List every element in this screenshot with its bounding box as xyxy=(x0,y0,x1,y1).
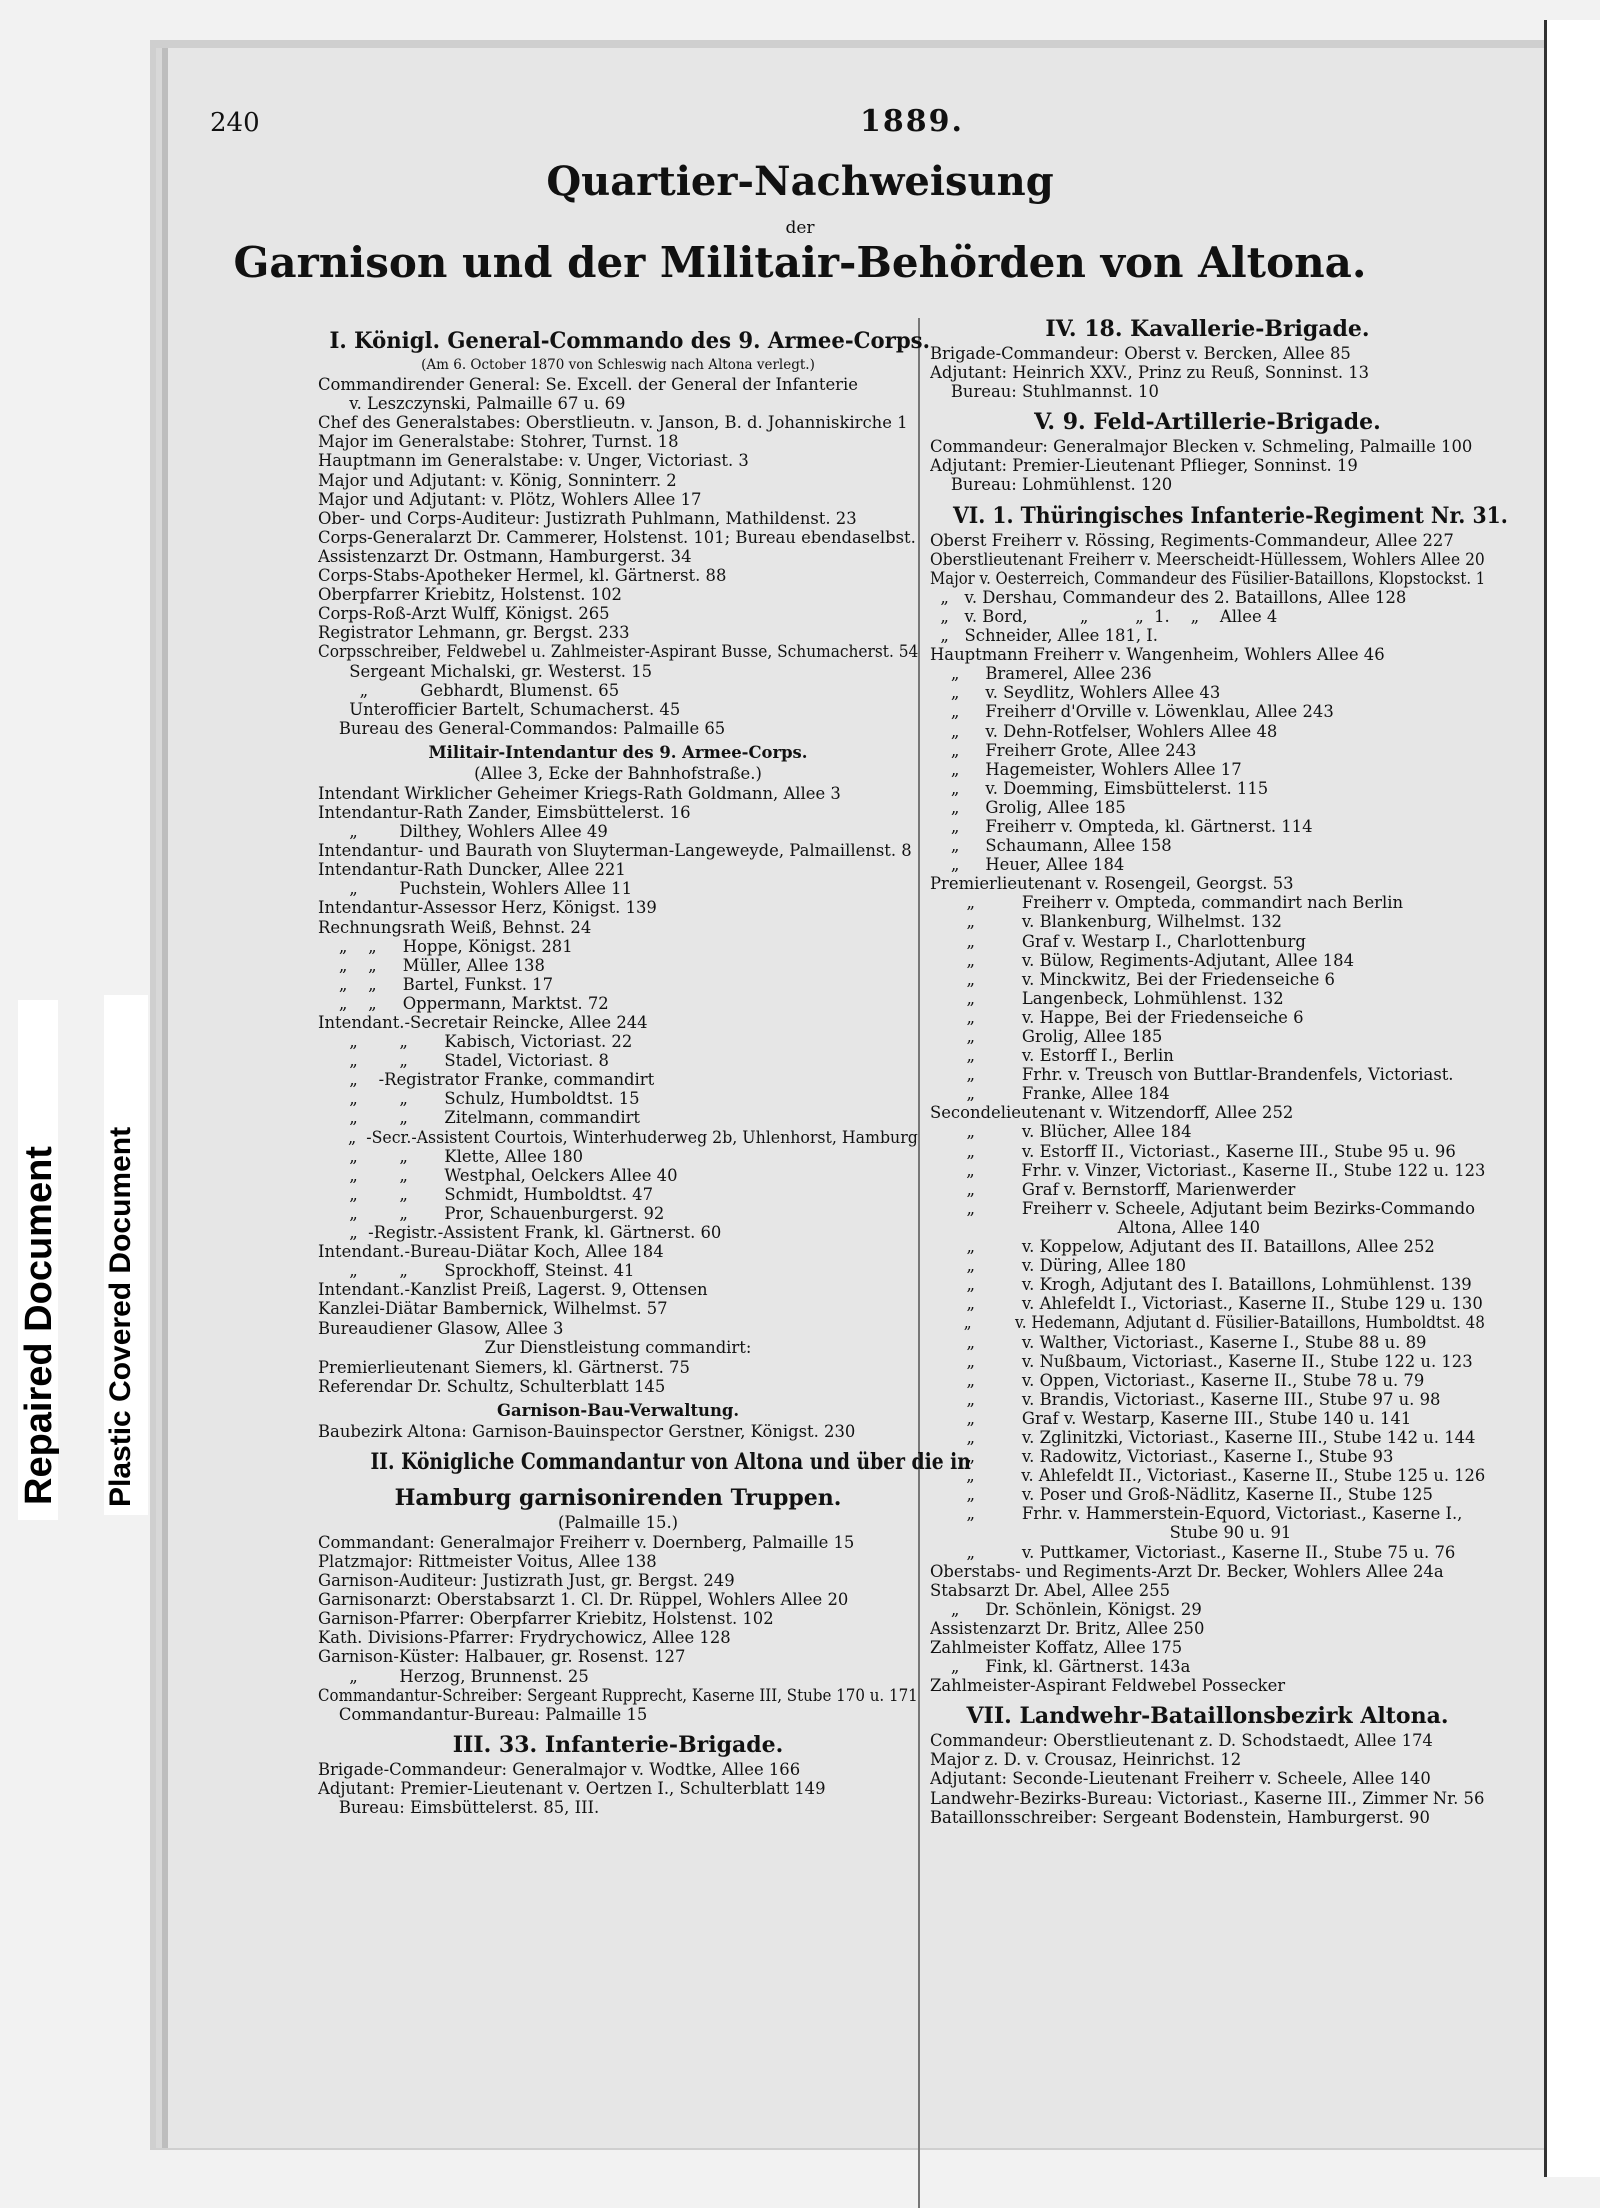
subsection-heading: Garnison-Bau-Verwaltung. xyxy=(496,1400,740,1420)
note-line: (Am 6. October 1870 von Schleswig nach Altona verlegt.) xyxy=(421,357,815,373)
entry-line: Oberst Freiherr v. Rössing, Regiments-Commandeur, Allee 227 xyxy=(930,530,1454,550)
entry-line: „ v. Ahlefeldt I., Victoriast., Kaserne II., Stube 129 u. 130 xyxy=(930,1294,1483,1314)
entry-line: Assistenzarzt Dr. Ostmann, Hamburgerst. 34 xyxy=(318,546,692,566)
entry-line: Bureau des General-Commandos: Palmaille 65 xyxy=(318,718,726,738)
entry-line: „ Schneider, Allee 181, I. xyxy=(930,626,1158,646)
entry-line: „ „ Bartel, Funkst. 17 xyxy=(318,974,554,994)
entry-line: Zahlmeister Koffatz, Allee 175 xyxy=(930,1638,1183,1657)
entry-line: Brigade-Commandeur: Oberst v. Bercken, Allee 85 xyxy=(930,344,1351,363)
entry-line: Rechnungsrath Weiß, Behnst. 24 xyxy=(318,917,592,937)
entry-line: Garnison-Pfarrer: Oberpfarrer Kriebitz, Holstenst. 102 xyxy=(318,1609,774,1629)
entry-line: Referendar Dr. Schultz, Schulterblatt 145 xyxy=(318,1376,666,1396)
entry-line: „ „ Müller, Allee 138 xyxy=(318,955,545,975)
entry-line: Corps-Roß-Arzt Wulff, Königst. 265 xyxy=(318,604,610,624)
entry-line: Adjutant: Heinrich XXV., Prinz zu Reuß, Sonninst. 13 xyxy=(930,363,1370,383)
entry-line: Major v. Oesterreich, Commandeur des Füsilier-Bataillons, Klopstockst. 1 xyxy=(930,568,1485,588)
entry-line: „ Graf v. Westarp, Kaserne III., Stube 140 u. 141 xyxy=(930,1408,1412,1428)
plastic-covered-text: Plastic Covered Document xyxy=(104,1126,137,1507)
section-heading: IV. 18. Kavallerie-Brigade. xyxy=(1045,316,1370,342)
entry-line: „ „ Klette, Allee 180 xyxy=(318,1146,584,1166)
entry-line: „ v. Hedemann, Adjutant d. Füsilier-Bataillons, Humboldtst. 48 xyxy=(930,1313,1485,1333)
entry-line: „ „ Hoppe, Königst. 281 xyxy=(318,936,573,956)
plastic-covered-label xyxy=(104,995,148,1515)
title-connector: der xyxy=(785,218,815,238)
entry-line: Assistenzarzt Dr. Britz, Allee 250 xyxy=(930,1618,1205,1638)
entry-line: „ Gebhardt, Blumenst. 65 xyxy=(318,680,620,700)
entry-line: Premierlieutenant v. Rosengeil, Georgst. 53 xyxy=(930,874,1294,894)
entry-line: „ „ Schmidt, Humboldtst. 47 xyxy=(318,1184,653,1204)
entry-line: „ „ Schulz, Humboldtst. 15 xyxy=(318,1089,640,1109)
entry-line: „ Bramerel, Allee 236 xyxy=(930,664,1152,684)
entry-line: Corps-Stabs-Apotheker Hermel, kl. Gärtnerst. 88 xyxy=(318,566,727,586)
entry-line: Hauptmann Freiherr v. Wangenheim, Wohlers Allee 46 xyxy=(930,645,1385,665)
entry-line: „ v. Düring, Allee 180 xyxy=(930,1256,1187,1276)
entry-line: „ Frhr. v. Hammerstein-Equord, Victoriast., Kaserne I., xyxy=(930,1504,1463,1524)
entry-line: „ Dr. Schönlein, Königst. 29 xyxy=(930,1599,1202,1619)
page-number: 240 xyxy=(210,108,260,138)
entry-line: „ „ Kabisch, Victoriast. 22 xyxy=(318,1032,633,1052)
entry-line: Intendantur-Rath Zander, Eimsbüttelerst. 16 xyxy=(318,802,691,822)
entry-line: „ Freiherr v. Scheele, Adjutant beim Bezirks-Commando xyxy=(930,1198,1475,1218)
entry-line: Intendantur-Rath Duncker, Allee 221 xyxy=(318,860,626,880)
column-divider xyxy=(918,318,920,2208)
entry-line: Intendant.-Bureau-Diätar Koch, Allee 184 xyxy=(318,1242,664,1262)
entry-line: „ Freiherr v. Ompteda, kl. Gärtnerst. 114 xyxy=(930,816,1313,836)
entry-line: Landwehr-Bezirks-Bureau: Victoriast., Kaserne III., Zimmer Nr. 56 xyxy=(930,1788,1485,1808)
entry-line: Secondelieutenant v. Witzendorff, Allee 252 xyxy=(930,1103,1294,1123)
title-garnison: Garnison und der Militair-Behörden von Altona. xyxy=(233,238,1367,287)
entry-line: Intendantur-Assessor Herz, Königst. 139 xyxy=(318,898,657,918)
section-heading: I. Königl. General-Commando des 9. Armee-Corps. xyxy=(329,328,930,354)
entry-line: Adjutant: Premier-Lieutenant Pflieger, Sonninst. 19 xyxy=(930,456,1358,476)
entry-line: „ Heuer, Allee 184 xyxy=(930,855,1125,875)
entry-line: Commandantur-Schreiber: Sergeant Rupprecht, Kaserne III, Stube 170 u. 171 xyxy=(318,1685,918,1705)
entry-line: „ v. Ahlefeldt II., Victoriast., Kaserne II., Stube 125 u. 126 xyxy=(930,1466,1485,1486)
entry-line: Bureau: Stuhlmannst. 10 xyxy=(930,382,1159,402)
entry-line: „ v. Koppelow, Adjutant des II. Bataillons, Allee 252 xyxy=(930,1237,1435,1257)
section-heading: III. 33. Infanterie-Brigade. xyxy=(452,1731,784,1758)
entry-line: Intendant.-Secretair Reincke, Allee 244 xyxy=(318,1013,648,1032)
entry-line: Altona, Allee 140 xyxy=(930,1217,1261,1237)
entry-line: „ Puchstein, Wohlers Allee 11 xyxy=(318,879,633,899)
entry-line: „ v. Dershau, Commandeur des 2. Bataillons, Allee 128 xyxy=(930,587,1407,607)
entry-line: „ v. Nußbaum, Victoriast., Kaserne II., Stube 122 u. 123 xyxy=(930,1351,1473,1371)
entry-line: Kath. Divisions-Pfarrer: Frydrychowicz, Allee 128 xyxy=(318,1628,731,1648)
entry-line: Corps-Generalarzt Dr. Cammerer, Holstenst. 101; Bureau ebendaselbst. xyxy=(318,527,916,547)
entry-line: „ v. Brandis, Victoriast., Kaserne III., Stube 97 u. 98 xyxy=(930,1389,1441,1409)
entry-line: „ v. Radowitz, Victoriast., Kaserne I., Stube 93 xyxy=(930,1447,1394,1467)
entry-line: Major z. D. v. Crousaz, Heinrichst. 12 xyxy=(930,1750,1242,1770)
entry-line: „ Frhr. v. Vinzer, Victoriast., Kaserne II., Stube 122 u. 123 xyxy=(930,1160,1485,1180)
entry-line: „ „ Sprockhoff, Steinst. 41 xyxy=(318,1261,635,1281)
entry-line: „ Dilthey, Wohlers Allee 49 xyxy=(318,822,608,842)
entry-line: Adjutant: Seconde-Lieutenant Freiherr v. Scheele, Allee 140 xyxy=(930,1769,1431,1789)
entry-line: „ v. Seydlitz, Wohlers Allee 43 xyxy=(930,683,1221,703)
entry-line: Commandirender General: Se. Excell. der General der Infanterie xyxy=(318,375,858,395)
entry-line: Bureau: Eimsbüttelerst. 85, III. xyxy=(318,1798,600,1817)
entry-line: Stabsarzt Dr. Abel, Allee 255 xyxy=(930,1580,1171,1600)
entry-line: Major und Adjutant: v. König, Sonninterr. 2 xyxy=(318,470,677,490)
entry-line: Stube 90 u. 91 xyxy=(930,1523,1292,1543)
entry-line: Bataillonsschreiber: Sergeant Bodenstein, Hamburgerst. 90 xyxy=(930,1807,1430,1827)
entry-line: Baubezirk Altona: Garnison-Bauinspector Gerstner, Königst. 230 xyxy=(318,1421,856,1441)
subsection-heading: Militair-Intendantur des 9. Armee-Corps. xyxy=(428,742,808,762)
entry-line: Major und Adjutant: v. Plötz, Wohlers Allee 17 xyxy=(318,489,702,509)
entry-line: Oberstabs- und Regiments-Arzt Dr. Becker, Wohlers Allee 24a xyxy=(930,1561,1444,1581)
entry-line: „ -Registrator Franke, commandirt xyxy=(318,1070,655,1090)
section-heading: II. Königliche Commandantur von Altona und über die in xyxy=(370,1448,971,1475)
entry-line: Corpsschreiber, Feldwebel u. Zahlmeister-Aspirant Busse, Schumacherst. 54 xyxy=(318,642,918,662)
entry-line: Chef des Generalstabes: Oberstlieutn. v. Janson, B. d. Johanniskirche 1 xyxy=(318,413,908,433)
entry-line: Oberpfarrer Kriebitz, Holstenst. 102 xyxy=(318,585,622,605)
entry-line: Garnison-Küster: Halbauer, gr. Rosenst. 127 xyxy=(318,1647,686,1667)
entry-line: „ Freiherr v. Ompteda, commandirt nach Berlin xyxy=(930,893,1404,913)
repaired-document-label xyxy=(18,1000,58,1520)
entry-line: Kanzlei-Diätar Bambernick, Wilhelmst. 57 xyxy=(318,1299,668,1319)
entry-line: „ Hagemeister, Wohlers Allee 17 xyxy=(930,759,1242,779)
entry-line: Adjutant: Premier-Lieutenant v. Oertzen I., Schulterblatt 149 xyxy=(318,1778,826,1798)
entry-line: „ v. Krogh, Adjutant des I. Bataillons, Lohmühlenst. 139 xyxy=(930,1275,1472,1295)
left-column xyxy=(318,320,971,1817)
section-heading: VII. Landwehr-Bataillonsbezirk Altona. xyxy=(966,1703,1449,1730)
entry-line: „ v. Oppen, Victoriast., Kaserne II., Stube 78 u. 79 xyxy=(930,1370,1425,1390)
entry-line: „ v. Poser und Groß-Nädlitz, Kaserne II., Stube 125 xyxy=(930,1485,1433,1505)
scan-right-margin xyxy=(1544,20,1600,2177)
entry-line: „ v. Bülow, Regiments-Adjutant, Allee 184 xyxy=(930,950,1355,970)
entry-line: Garnison-Auditeur: Justizrath Just, gr. Bergst. 249 xyxy=(318,1571,735,1591)
entry-line: „ Schaumann, Allee 158 xyxy=(930,836,1172,856)
entry-line: Garnisonarzt: Oberstabsarzt 1. Cl. Dr. Rüppel, Wohlers Allee 20 xyxy=(318,1590,849,1610)
entry-line: „ v. Blankenburg, Wilhelmst. 132 xyxy=(930,912,1282,932)
entry-line: Major im Generalstabe: Stohrer, Turnst. 18 xyxy=(318,432,679,452)
entry-line: „ Herzog, Brunnenst. 25 xyxy=(318,1666,589,1686)
entry-line: Premierlieutenant Siemers, kl. Gärtnerst. 75 xyxy=(318,1357,690,1377)
entry-line: Oberstlieutenant Freiherr v. Meerscheidt-Hüllessem, Wohlers Allee 20 xyxy=(930,549,1485,569)
entry-line: Hauptmann im Generalstabe: v. Unger, Victoriast. 3 xyxy=(318,451,749,471)
entry-line: „ Fink, kl. Gärtnerst. 143a xyxy=(930,1657,1191,1677)
entry-line: „ v. Bord, „ „ 1. „ Allee 4 xyxy=(930,606,1278,626)
entry-line: „ v. Dehn-Rotfelser, Wohlers Allee 48 xyxy=(930,721,1278,741)
entry-line: „ v. Walther, Victoriast., Kaserne I., Stube 88 u. 89 xyxy=(930,1332,1427,1352)
entry-line: Intendantur- und Baurath von Sluyterman-Langeweyde, Palmaillenst. 8 xyxy=(318,841,912,861)
entry-line: „ v. Minckwitz, Bei der Friedenseiche 6 xyxy=(930,969,1335,989)
entry-line: „ -Registr.-Assistent Frank, kl. Gärtnerst. 60 xyxy=(318,1223,722,1243)
entry-line: „ Graf v. Westarp I., Charlottenburg xyxy=(930,931,1306,951)
title-quartier-nachweisung: Quartier-Nachweisung xyxy=(546,158,1054,205)
entry-line: „ „ Stadel, Victoriast. 8 xyxy=(318,1051,609,1071)
section-heading: VI. 1. Thüringisches Infanterie-Regiment Nr. 31. xyxy=(952,502,1508,529)
entry-line: Commandantur-Bureau: Palmaille 15 xyxy=(318,1704,648,1724)
right-column xyxy=(930,308,1508,1827)
entry-line: Bureaudiener Glasow, Allee 3 xyxy=(318,1318,564,1338)
entry-line: Unterofficier Bartelt, Schumacherst. 45 xyxy=(318,699,681,719)
entry-line: „ v. Puttkamer, Victoriast., Kaserne II., Stube 75 u. 76 xyxy=(930,1542,1456,1562)
entry-line: Intendant.-Kanzlist Preiß, Lagerst. 9, Ottensen xyxy=(318,1280,708,1300)
entry-line: „ „ Oppermann, Marktst. 72 xyxy=(318,993,609,1013)
entry-line: „ Freiherr Grote, Allee 243 xyxy=(930,740,1197,760)
entry-line: v. Leszczynski, Palmaille 67 u. 69 xyxy=(318,394,626,414)
entry-line: „ v. Blücher, Allee 184 xyxy=(930,1122,1192,1142)
entry-line: „ v. Doemming, Eimsbüttelerst. 115 xyxy=(930,778,1269,798)
entry-line: „ v. Happe, Bei der Friedenseiche 6 xyxy=(930,1007,1304,1027)
entry-line: Commandeur: Generalmajor Blecken v. Schmeling, Palmaille 100 xyxy=(930,437,1473,457)
entry-line: Platzmajor: Rittmeister Voitus, Allee 138 xyxy=(318,1551,657,1571)
entry-line: „ Langenbeck, Lohmühlenst. 132 xyxy=(930,988,1284,1008)
entry-line: „ Frhr. v. Treusch von Buttlar-Brandenfels, Victoriast. xyxy=(930,1065,1454,1085)
entry-line: „ -Secr.-Assistent Courtois, Winterhuderweg 2b, Uhlenhorst, Hamburg xyxy=(318,1127,918,1147)
entry-line: Intendant Wirklicher Geheimer Kriegs-Rath Goldmann, Allee 3 xyxy=(318,783,841,803)
entry-line: „ „ Pror, Schauenburgerst. 92 xyxy=(318,1203,665,1223)
repaired-document-text: Repaired Document xyxy=(18,1146,60,1505)
entry-line: „ Graf v. Bernstorff, Marienwerder xyxy=(930,1179,1296,1199)
entry-line: Bureau: Lohmühlenst. 120 xyxy=(930,475,1173,495)
entry-line: Commandant: Generalmajor Freiherr v. Doernberg, Palmaille 15 xyxy=(318,1532,855,1552)
entry-line: Ober- und Corps-Auditeur: Justizrath Puhlmann, Mathildenst. 23 xyxy=(318,508,857,528)
entry-line: „ v. Zglinitzki, Victoriast., Kaserne III., Stube 142 u. 144 xyxy=(930,1427,1476,1447)
centered-line: (Allee 3, Ecke der Bahnhofstraße.) xyxy=(474,763,762,783)
year-heading: 1889. xyxy=(860,104,964,139)
entry-line: Registrator Lehmann, gr. Bergst. 233 xyxy=(318,623,630,643)
entry-line: „ v. Estorff I., Berlin xyxy=(930,1046,1174,1066)
entry-line: „ Franke, Allee 184 xyxy=(930,1084,1170,1104)
entry-line: Zahlmeister-Aspirant Feldwebel Possecker xyxy=(930,1676,1286,1696)
centered-line: Zur Dienstleistung commandirt: xyxy=(484,1337,752,1357)
entry-line: „ v. Estorff II., Victoriast., Kaserne III., Stube 95 u. 96 xyxy=(930,1141,1456,1161)
section-heading: V. 9. Feld-Artillerie-Brigade. xyxy=(1034,409,1381,436)
entry-line: Sergeant Michalski, gr. Westerst. 15 xyxy=(318,661,653,681)
section-heading: Hamburg garnisonirenden Truppen. xyxy=(394,1484,842,1511)
entry-line: „ Grolig, Allee 185 xyxy=(930,797,1126,817)
entry-line: „ Grolig, Allee 185 xyxy=(930,1027,1163,1046)
entry-line: „ Freiherr d'Orville v. Löwenklau, Allee 243 xyxy=(930,702,1334,722)
entry-line: Brigade-Commandeur: Generalmajor v. Wodtke, Allee 166 xyxy=(318,1759,801,1779)
centered-line: (Palmaille 15.) xyxy=(557,1512,679,1532)
entry-line: Commandeur: Oberstlieutenant z. D. Schodstaedt, Allee 174 xyxy=(930,1731,1433,1751)
entry-line: „ „ Zitelmann, commandirt xyxy=(318,1108,641,1128)
entry-line: „ „ Westphal, Oelckers Allee 40 xyxy=(318,1165,678,1185)
